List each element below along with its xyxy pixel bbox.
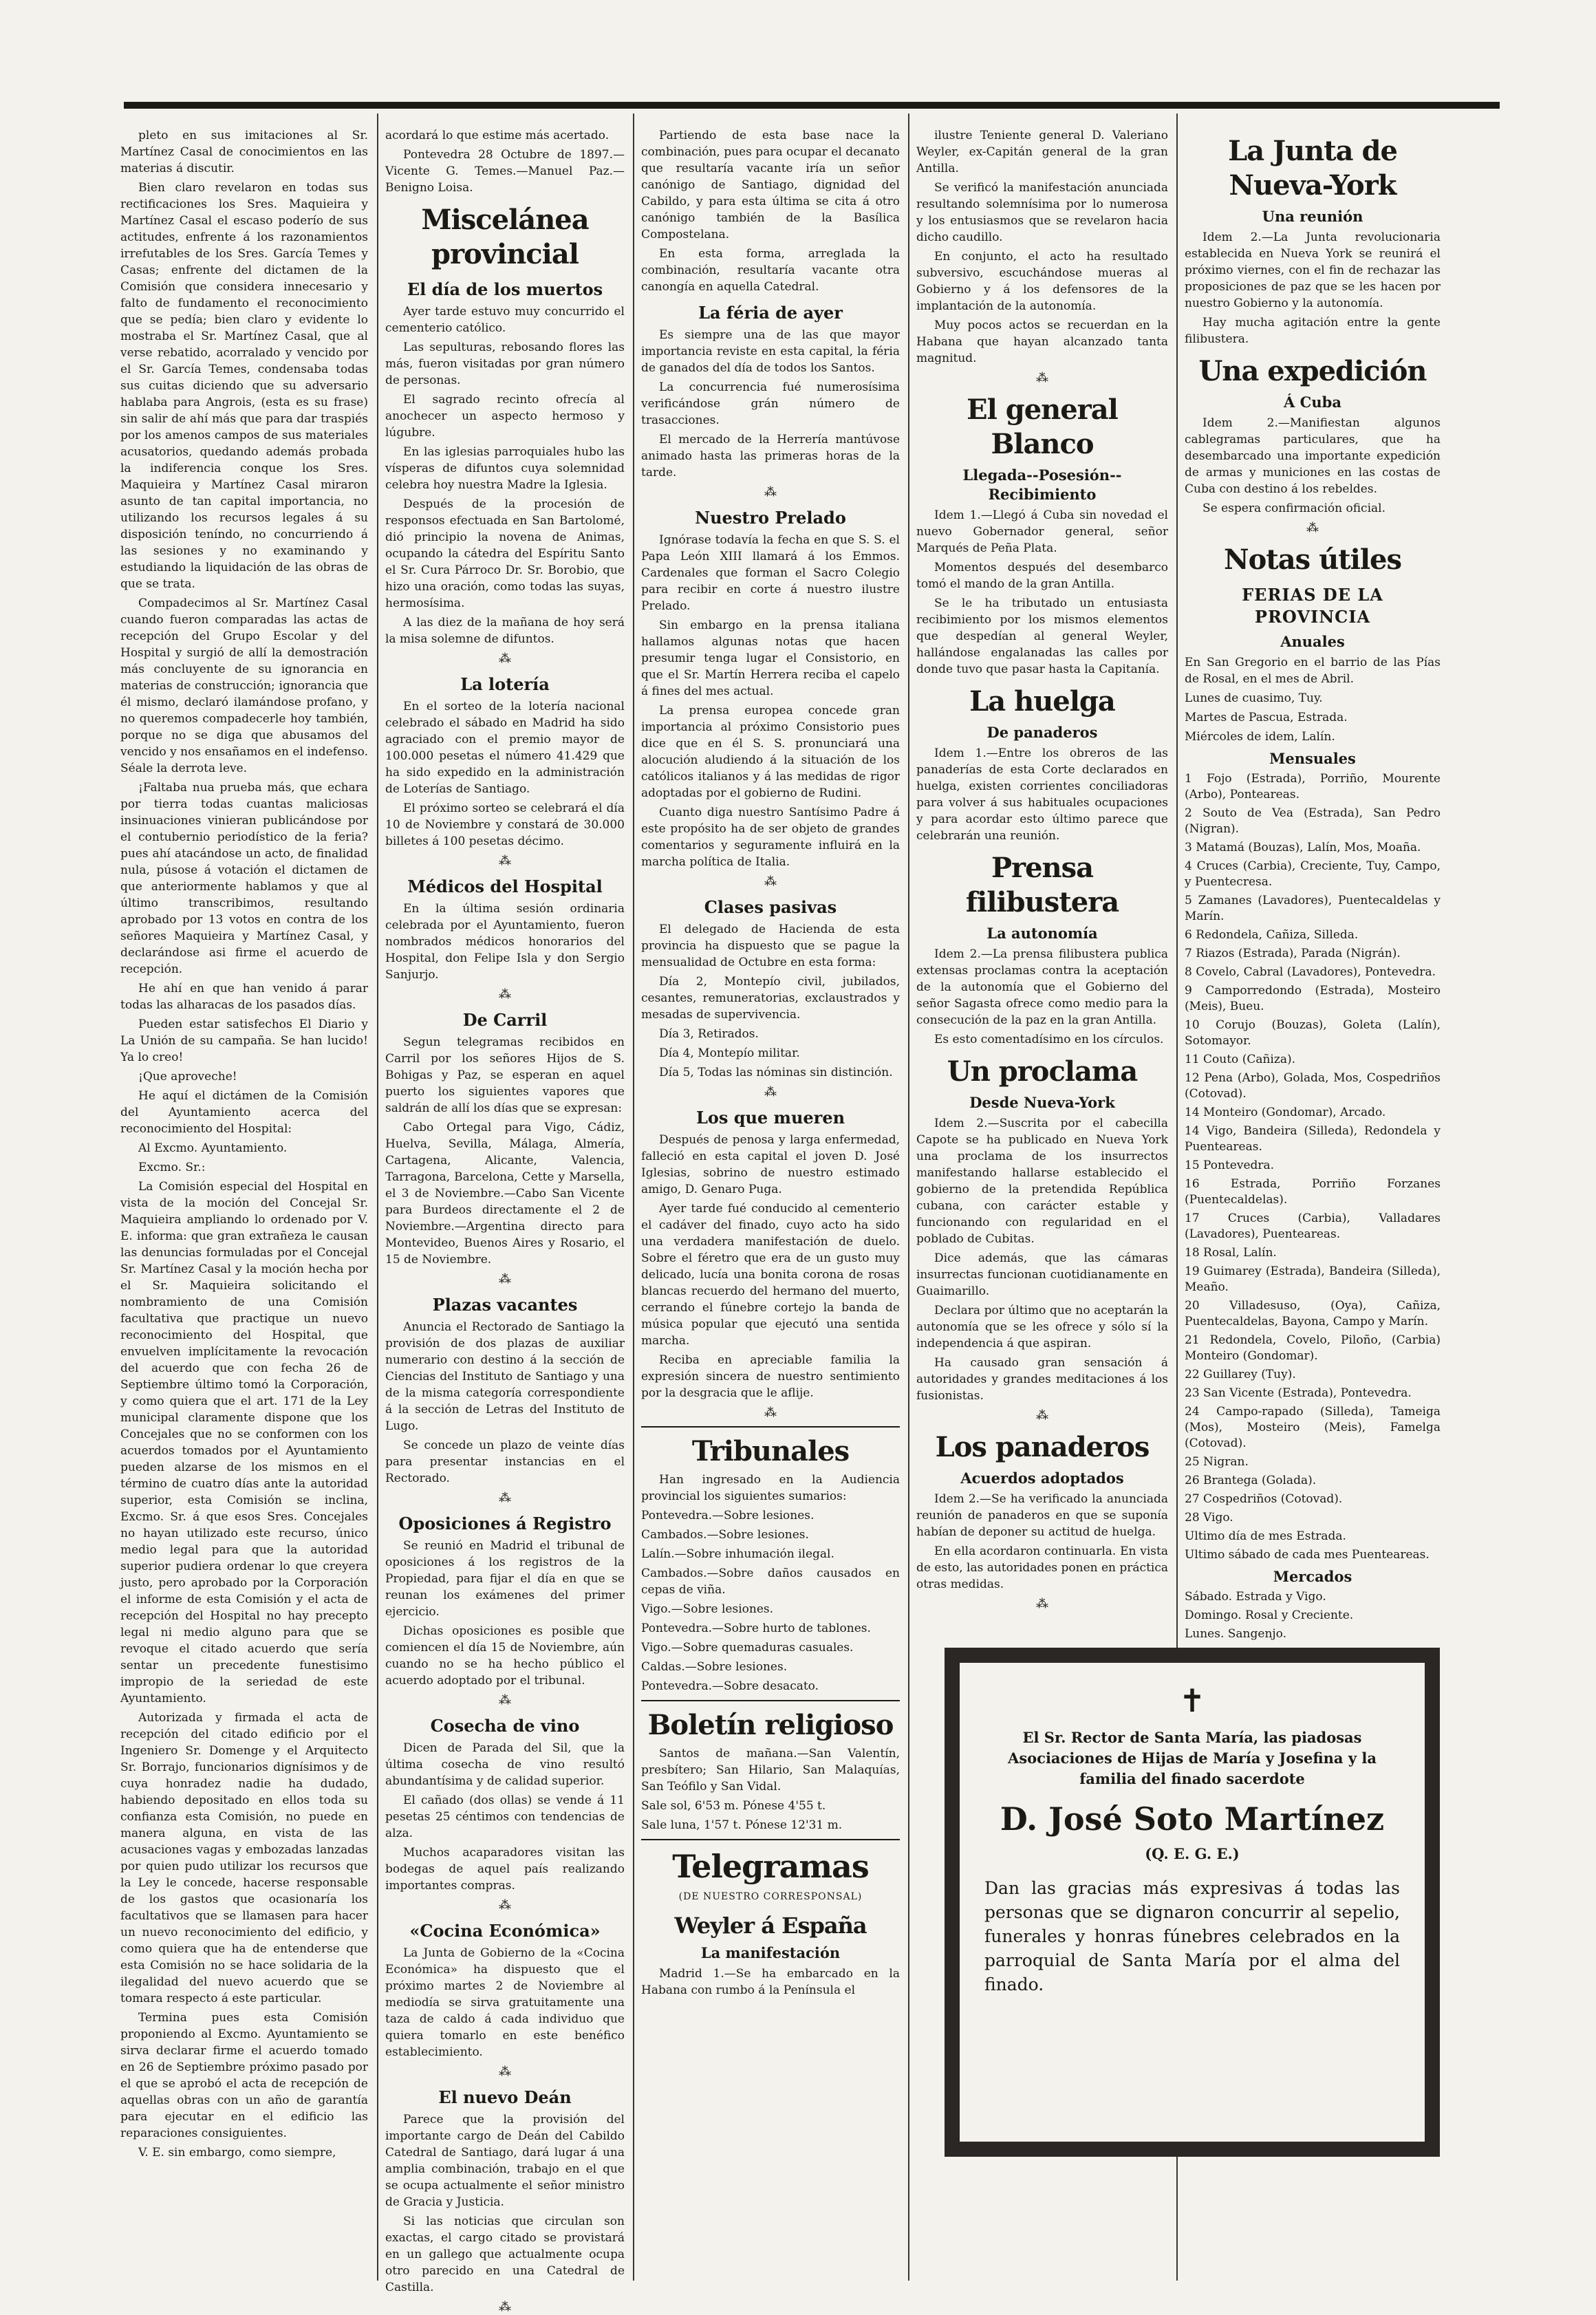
paragraph: 16 Estrada, Porriño Forzanes (Puentecaldelas). — [1185, 1177, 1441, 1207]
paragraph: Idem 2.—Suscrita por el cabecilla Capote se ha publicado en Nueva York una proclama de los insurrectos manifestando hallarse establecido el gobierno de la pretendida República cubana, con carácter estable y funcionando con regularidad en el poblado de Cubitas. — [916, 1117, 1168, 1246]
paragraph: ¡Faltaba nua prueba más, que echara por tierra todas cuantas maliciosas insinuaciones vinieran publicándose por el contubernio periodístico de la feria? pues ahí atacándose un acto, de finalidad nula, púsose á votación el dictamen de que anteriormente hablamos y que al último transcribimos, resultando aprobado por 13 votos en contra de los señores Maquieira y Martínez Casal, y declarándose asi firme el acuerdo de recepción. — [120, 781, 368, 976]
obituary-body: Dan las gracias más expresivas á todas las personas que se dignaron concurrir al sepelio, funerales y honras fúnebres celebrados en la parroquial de Santa María por el alma del finado. — [984, 1878, 1400, 1994]
paragraph: A las diez de la mañana de hoy será la misa solemne de difuntos. — [385, 616, 625, 646]
paragraph: Bien claro revelaron en todas sus rectificaciones los Sres. Maquieira y Martínez Casal el escaso poderío de sus actitudes, enfrente á los razonamientos irrefutables de los Sres. García Temes y Casas; enfrente del dictamen de la Comisión que considera innecesario y falto de fundamento el reconocimiento que se pedía; bien claro y evidente lo mostraba el Sr. Martínez Casal, que al verse rebatido, acorralado y vencido por el Sr. García Temes, condensaba todas sus cuitas diciendo que su adversario hablaba para Angrois, (esta es su frase) sin salir de ahí más que para dar traspiés por los amenos campos de sus materiales acusatorios, quedando además probada la indiferencia conque los Sres. Maquieira y Martínez Casal miraron asunto de tan capital importancia, no utilizando los recursos legales á su disposición teníndo, no concurriendo á las sesiones y no examinando y estudiando la liquidación de las obras de que se trata. — [120, 181, 368, 591]
expedicion-heading: Una expedición — [1198, 355, 1427, 387]
stars-ornament: ⁂ — [499, 2300, 511, 2314]
paragraph: 8 Covelo, Cabral (Lavadores), Pontevedra. — [1185, 965, 1436, 979]
paragraph: Idem 2.—La Junta revolucionaria establecida en Nueva York se reunirá el próximo viernes, con el fin de rechazar las proposiciones de paz que se les hacen por nuestro Gobierno y la autonomía. — [1185, 230, 1441, 310]
paragraph: pleto en sus imitaciones al Sr. Martínez Casal de conocimientos en las materias á discutir. — [120, 129, 368, 175]
blanco-subheading: Llegada--Posesión--Recibimiento — [962, 466, 1122, 503]
boletin-text: Santos de mañana.—San Valentín, presbítero; San Hilario, San Malaquías, San Teófilo y San Vidal. — [641, 1747, 900, 1794]
paragraph: 23 San Vicente (Estrada), Pontevedra. — [1185, 1386, 1412, 1400]
paragraph: En la última sesión ordinaria celebrada por el Ayuntamiento, fueron nombrados médicos honorarios del Hospital, don Felipe Isla y don Sergio Sanjurjo. — [385, 902, 625, 982]
stars-ornament: ⁂ — [764, 1085, 777, 1099]
mensuales-heading: Mensuales — [1269, 750, 1356, 767]
miscellany-sections — [385, 279, 625, 2315]
mensuales-list — [1185, 771, 1441, 1563]
obituary-name: D. José Soto Martínez — [1000, 1800, 1385, 1838]
stars-ornament: ⁂ — [764, 485, 777, 499]
stars-ornament: ⁂ — [499, 987, 511, 1002]
paragraph: Martes de Pascua, Estrada. — [1185, 711, 1348, 724]
paragraph: Sábado. Estrada y Vigo. — [1185, 1590, 1326, 1604]
news-heading: Los que mueren — [695, 1108, 845, 1128]
column-divider — [377, 114, 378, 2281]
news-heading: La lotería — [460, 674, 550, 694]
stars-ornament: ⁂ — [1036, 1597, 1048, 1611]
news-heading: Cosecha de vino — [430, 1716, 580, 1736]
stars-ornament: ⁂ — [1036, 371, 1048, 385]
paragraph: 6 Redondela, Cañiza, Silleda. — [1185, 928, 1359, 942]
prensa-text — [916, 946, 1168, 1048]
paragraph: Anuncia el Rectorado de Santiago la provisión de dos plazas de auxiliar numerario con destino á la sección de Ciencias del Instituto de Santiago y una de la misma categoría correspondiente á la sección de Letras del Instituto de Lugo. — [385, 1320, 625, 1433]
paragraph: Ayer tarde fué conducido al cementerio el cadáver del finado, cuyo acto ha sido una verdadera manifestación de duelo. Sobre el féretro que era de un gusto muy delicado, lucía una bonita corona de rosas blancas recuerdo del hermano del muerto, cerrando el fúnebre cortejo la banda de música popular que ejecutó una sentida marcha. — [641, 1202, 900, 1348]
paragraph: 2 Souto de Vea (Estrada), San Pedro (Nigran). — [1185, 806, 1441, 836]
proclama-heading: Un proclama — [947, 1055, 1138, 1088]
paragraph: La prensa europea concede gran importancia al próximo Consistorio pues dice que en él S. S. pronunciará una alocución aludiendo á la situación de los católicos italianos y á las medidas de rigor adoptadas por el gobierno de Rudini. — [641, 704, 900, 800]
stars-ornament: ⁂ — [499, 1491, 511, 1505]
news-heading: Clases pasivas — [704, 897, 837, 917]
anuales-text — [1185, 654, 1441, 745]
paragraph: ¡Que aproveche! — [138, 1070, 237, 1084]
paragraph: Segun telegramas recibidos en Carril por los señores Hijos de S. Bohigas y Paz, se esperan en aquel puerto los siguientes vapores que saldrán de allí los días que se expresan: — [385, 1035, 625, 1115]
moon-line: Sale luna, 1'57 t. Pónese 12'31 m. — [641, 1818, 843, 1832]
panaderos-text — [916, 1491, 1168, 1593]
column-5 — [1185, 127, 1441, 1641]
paragraph: 12 Pena (Arbo), Golada, Mos, Cospedriños (Cotovad). — [1185, 1071, 1441, 1101]
paragraph: Ayer tarde estuvo muy concurrido el cementerio católico. — [385, 305, 625, 335]
intro-line: acordará lo que estime más acertado. — [385, 129, 610, 142]
paragraph: Autorizada y firmada el acta de recepción del citado edificio por el Ingeniero Sr. Domenge y el Arquitecto Sr. Borrajo, funcionarios dignísimos y de cuya honradez nadie ha dudado, habiendo depositado en ellos toda su confianza esta Comisión, no puede en manera alguna, en vista de las acusaciones vagas y embozadas lanzadas por quien pudo utilizar los recursos que la Ley le concede, hacerse responsable de los gastos que ocasionaría los facultativos que se llamasen para hacer un nuevo reconocimiento del edificio, y como quiera que ha de entenderse que esta Comisión no se hace solidaria de la ilegalidad del nuevo acuerdo que se tomara respecto á este particular. — [120, 1711, 368, 2005]
blanco-text — [916, 507, 1168, 678]
intro-block — [916, 127, 1168, 367]
paragraph: Reciba en apreciable familia la expresión sincera de nuestro sentimiento por la desgracia que le aflije. — [641, 1353, 900, 1400]
paragraph: Es esto comentadísimo en los círculos. — [934, 1033, 1164, 1046]
paragraph: 25 Nigran. — [1185, 1455, 1249, 1469]
paragraph: Idem 2.—Se ha verificado la anunciada reunión de panaderos en que se suponía habían de deponer su actitud de huelga. — [916, 1492, 1168, 1539]
news-heading: De Carril — [462, 1010, 548, 1030]
paragraph: La Junta de Gobierno de la «Cocina Económica» ha dispuesto que el próximo martes 2 de Noviembre al mediodía se sirva gratuitamente una taza de caldo á cada individuo que quiera tomarlo en este benéfico establecimiento. — [385, 1946, 625, 2059]
separator — [641, 1700, 900, 1701]
paragraph: Cambados.—Sobre daños causados en cepas de viña. — [641, 1566, 900, 1597]
paragraph: Idem 1.—Llegó á Cuba sin novedad el nuevo Gobernador general, señor Marqués de Peña Plata. — [916, 508, 1168, 555]
stars-ornament: ⁂ — [499, 2065, 511, 2079]
stars-ornament: ⁂ — [764, 874, 777, 889]
paragraph: Hay mucha agitación entre la gente filibustera. — [1185, 316, 1441, 346]
paragraph: 4 Cruces (Carbia), Creciente, Tuy, Campo, y Puentecresa. — [1185, 859, 1441, 889]
paragraph: Pontevedra.—Sobre lesiones. — [641, 1509, 815, 1522]
paragraph: 24 Campo-rapado (Silleda), Tameiga (Mos), Mosteiro (Meis), Famelga (Cotovad). — [1185, 1405, 1441, 1450]
column-divider — [633, 114, 634, 2281]
weyler-text: Madrid 1.—Se ha embarcado en la Habana con rumbo á la Península el — [641, 1967, 900, 1997]
paragraph: Vigo.—Sobre lesiones. — [641, 1602, 774, 1616]
paragraph: 21 Redondela, Covelo, Piloño, (Carbia) Monteiro (Gondomar). — [1185, 1333, 1441, 1363]
obituary-notice — [945, 1648, 1440, 2157]
mercados-list — [1185, 1589, 1441, 1642]
section-heading: Miscelánea provincial — [421, 204, 589, 270]
paragraph: Después de la procesión de responsos efectuada en San Bartolomé, dió principio la novena de Animas, ocupando la cátedra del Espíritu Santo el Sr. Cura Párroco Dr. Sr. Borobio, que hizo una oración, como todas las suyas, hermosísima. — [385, 497, 625, 610]
paragraph: 17 Cruces (Carbia), Valladares (Lavadores), Puenteareas. — [1185, 1212, 1441, 1241]
paragraph: 15 Pontevedra. — [1185, 1159, 1275, 1172]
paragraph: Ultimo día de mes Estrada. — [1185, 1529, 1346, 1543]
huelga-subheading: De panaderos — [986, 724, 1098, 741]
blanco-heading: El general Blanco — [967, 394, 1118, 460]
sun-line: Sale sol, 6'53 m. Pónese 4'55 t. — [641, 1799, 826, 1813]
paragraph: Pueden estar satisfechos El Diario y La Unión de su campaña. Se han lucido! Ya lo creo! — [120, 1017, 368, 1064]
paragraph: Lunes de cuasimo, Tuy. — [1185, 691, 1323, 705]
paragraph: Miércoles de idem, Lalín. — [1185, 730, 1335, 744]
paragraph: Muy pocos actos se recuerdan en la Habana que hayan alcanzado tanta magnitud. — [916, 319, 1168, 365]
telegramas-subheading: (DE NUESTRO CORRESPONSAL) — [678, 1891, 863, 1902]
paragraph: Se verificó la manifestación anunciada resultando solemnísima por lo numerosa y los entusiasmos que se revelaron hacia dicho caudillo. — [916, 181, 1168, 244]
paragraph: ilustre Teniente general D. Valeriano Weyler, ex-Capitán general de la gran Antilla. — [916, 129, 1168, 175]
paragraph: El cañado (dos ollas) se vende á 11 pesetas 25 céntimos con tendencias de alza. — [385, 1794, 625, 1840]
obituary-intro: El Sr. Rector de Santa María, las piadosas Asociaciones de Hijas de María y Josefina y la familia del finado sacerdote — [1008, 1729, 1377, 1787]
paragraph: 7 Riazos (Estrada), Parada (Nigrán). — [1185, 947, 1401, 960]
paragraph: 11 Couto (Cañiza). — [1185, 1053, 1295, 1066]
paragraph: 22 Guillarey (Tuy). — [1185, 1368, 1296, 1381]
expedicion-text — [1185, 415, 1441, 517]
paragraph: Declara por último que no aceptarán la autonomía que se les ofrece y sólo sí la independencia á que aspiran. — [916, 1304, 1168, 1350]
paragraph: Dicen de Parada del Sil, que la última cosecha de vino resultó abundantísima y de calidad superior. — [385, 1741, 625, 1788]
tribunales-heading: Tribunales — [691, 1435, 850, 1467]
stars-ornament: ⁂ — [1036, 1408, 1048, 1423]
paragraph: Ignórase todavía la fecha en que S. S. el Papa León XIII llamará á los Emmos. Cardenales que forman el Sacro Colegio para recibir en corte á nuestro ilustre Prelado. — [641, 533, 900, 613]
paragraph: Compadecimos al Sr. Martínez Casal cuando fueron comparadas las actas de recepción del Grupo Escolar y del Hospital y surgió de allí la demostración más concluyente de su ignorancia en materias de construcción; ignorancia que él mismo, declaró ilamándose profano, y no queremos compadecerle hoy también, porque no se diga que abusamos del vencido y nos ensañamos en el indefenso. Séale la derrota leve. — [120, 596, 368, 775]
paragraph: 19 Guimarey (Estrada), Bandeira (Silleda), Meaño. — [1185, 1264, 1441, 1294]
prensa-heading: Prensa filibustera — [965, 852, 1119, 918]
tribunales-list — [641, 1507, 900, 1694]
weyler-subheading: La manifestación — [700, 1944, 841, 1961]
prensa-subheading: La autonomía — [986, 925, 1098, 942]
paragraph: Cambados.—Sobre lesiones. — [641, 1528, 809, 1542]
paragraph: La concurrencia fué numerosísima verificándose grán número de trasacciones. — [641, 380, 900, 427]
paragraph: Dichas oposiciones es posible que comiencen el día 15 de Noviembre, aún cuando no se ha hecho público el acuerdo adoptado por el tribunal. — [385, 1624, 625, 1688]
paragraph: Al Excmo. Ayuntamiento. — [138, 1141, 288, 1155]
panaderos-heading: Los panaderos — [935, 1431, 1150, 1463]
paragraph: 14 Monteiro (Gondomar), Arcado. — [1185, 1106, 1386, 1119]
column-3 — [641, 127, 900, 2274]
paragraph: El mercado de la Herrería mantúvose animado hasta las primeras horas de la tarde. — [641, 433, 900, 480]
notas-heading: Notas útiles — [1224, 543, 1401, 576]
junta-heading: La Junta de Nueva-York — [1228, 135, 1397, 202]
obituary-qege: (Q. E. G. E.) — [1145, 1845, 1240, 1862]
column-4 — [916, 127, 1168, 1634]
paragraph: He aquí el dictámen de la Comisión del Ayuntamiento acerca del reconocimiento del Hospital: — [120, 1089, 368, 1136]
telegramas-heading: Telegramas — [672, 1848, 869, 1885]
paragraph: 18 Rosal, Lalín. — [1185, 1246, 1277, 1260]
column-divider — [908, 114, 909, 2281]
intro-block — [641, 127, 900, 295]
weyler-heading: Weyler á España — [674, 1913, 867, 1939]
huelga-text — [916, 745, 1168, 844]
paragraph: Se espera confirmación oficial. — [1203, 502, 1385, 515]
paragraph: En conjunto, el acto ha resultado subversivo, escuchándose mueras al Gobierno y á los defensores de la implantación de la autonomía. — [916, 250, 1168, 313]
paragraph: 26 Brantega (Golada). — [1185, 1474, 1317, 1487]
news-sections — [641, 302, 900, 1421]
paragraph: La Comisión especial del Hospital en vista de la moción del Concejal Sr. Maquieira ampliando lo ordenado por V. E. informa: que gran extrañeza le causan las denuncias formuladas por el Concejal Sr. Martínez Casal y la moción hecha por el Sr. Maquieira solicitando el nombramiento de una Comisión facultativa que practique un nuevo reconocimiento del Hospital, que envuelven implícitamente la revocación del acuerdo que con fecha 26 de Septiembre último tomó la Corporación, y como quiera que el art. 171 de la Ley municipal claramente dispone que los Concejales que no se conformen con los acuerdos tomados por el Ayuntamiento pueden alzarse de los mismos en el término de cuatro días ante la autoridad superior, esta Comisión se inclina, Excmo. Sr. á que esos Sres. Concejales no hayan utilizado este recurso, único medio legal para que la autoridad superior pudiera ordenar lo que creyera justo, pero aprobado por la Corporación el informe de esta Comisión y el acta de recepción del Hospital no hay precepto legal ni medio alguno para que se revoque el citado acuerdo que sería sentar un precedente funestisimo impropio de la seriedad de este Ayuntamiento. — [120, 1180, 368, 1705]
paragraph: Domingo. Rosal y Creciente. — [1185, 1608, 1354, 1622]
tribunales-intro: Han ingresado en la Audiencia provincial los siguientes sumarios: — [641, 1473, 900, 1503]
news-heading: Nuestro Prelado — [695, 508, 846, 528]
stars-ornament: ⁂ — [499, 854, 511, 868]
news-heading: Médicos del Hospital — [407, 876, 603, 896]
paragraph: 27 Cospedriños (Cotovad). — [1185, 1492, 1343, 1506]
news-heading: Oposiciones á Registro — [398, 1514, 612, 1533]
paragraph: Si las noticias que circulan son exactas, el cargo citado se provistará en un gallego que actualmente ocupa otro parecido en una Catedral de Castilla. — [385, 2215, 625, 2294]
stars-ornament: ⁂ — [764, 1406, 777, 1420]
paragraph: El delegado de Hacienda de esta provincia ha dispuesto que se pague la mensualidad de Octubre en esta forma: — [641, 923, 900, 969]
stars-ornament: ⁂ — [499, 1898, 511, 1913]
paragraph: Sin embargo en la prensa italiana hallamos algunas notas que hacen presumir tenga lugar el Consistorio, en que el Sr. Martín Herrera reciba el capelo á fines del mes actual. — [641, 618, 900, 698]
paragraph: Vigo.—Sobre quemaduras casuales. — [641, 1641, 854, 1655]
paragraph: 10 Corujo (Bouzas), Goleta (Lalín), Sotomayor. — [1185, 1018, 1441, 1048]
separator — [641, 1839, 900, 1840]
paragraph: Muchos acaparadores visitan las bodegas de aquel país realizando importantes compras. — [385, 1846, 625, 1893]
paragraph: 9 Camporredondo (Estrada), Mosteiro (Meis), Bueu. — [1185, 984, 1441, 1013]
paragraph: Parece que la provisión del importante cargo de Deán del Cabildo Catedral de Santiago, dará lugar á una amplia combinación, trabajo en el que se ocupa actualmente el señor ministro de Gracia y Justicia. — [385, 2113, 625, 2209]
paragraph: Cabo Ortegal para Vigo, Cádiz, Huelva, Sevilla, Málaga, Almería, Cartagena, Alicante, Valencia, Tarragona, Barcelona, Cette y Marsella, el 3 de Noviembre.—Cabo San Vicente para Burdeos directamente el 2 de Noviembre.—Argentina directo para Montevideo, Buenos Aires y Rosario, el 15 de Noviembre. — [385, 1121, 625, 1267]
paragraph: En las iglesias parroquiales hubo las vísperas de difuntos cuya solemnidad celebra hoy nuestra Madre la Iglesia. — [385, 445, 625, 492]
paragraph: El próximo sorteo se celebrará el día 10 de Noviembre y constará de 30.000 billetes á 100 pesetas décimo. — [385, 801, 625, 848]
paragraph: Es siempre una de las que mayor importancia reviste en esta capital, la féria de ganados del día de todos los Santos. — [641, 328, 900, 375]
paragraph: 14 Vigo, Bandeira (Silleda), Redondela y Puenteareas. — [1185, 1124, 1441, 1154]
paragraph: Día 4, Montepío militar. — [659, 1046, 800, 1060]
paragraph: Idem 1.—Entre los obreros de las panaderías de esta Corte declarados en huelga, existen corrientes conciliadoras para volver á sus habituales ocupaciones y para acordar esto último parece que celebrarán una reunión. — [916, 746, 1168, 843]
paragraph: Ultimo sábado de cada mes Puenteareas. — [1185, 1548, 1430, 1562]
paragraph: Caldas.—Sobre lesiones. — [641, 1660, 788, 1674]
paragraph: Ha causado gran sensación á autoridades y grandes meditaciones á los fusionistas. — [916, 1356, 1168, 1403]
news-heading: «Cocina Económica» — [409, 1921, 601, 1941]
junta-subheading: Una reunión — [1262, 208, 1363, 225]
news-heading: El día de los muertos — [407, 279, 603, 299]
cross-icon: ✝ — [1178, 1682, 1206, 1719]
news-heading: La féria de ayer — [698, 303, 843, 323]
stars-ornament: ⁂ — [499, 1693, 511, 1708]
paragraph: Partiendo de esta base nace la combinación, pues para ocupar el decanato que resultaría vacante iría un señor canónigo de Santiago, dignidad del Cabildo, y para esta última se cita á otro canónigo también de la Basílica Compostelana. — [641, 129, 900, 241]
paragraph: Idem 2.—Manifiestan algunos cablegramas particulares, que ha desembarcado una importante expedición de armas y municiones en las costas de Cuba con destino á los rebeldes. — [1185, 416, 1441, 496]
anuales-heading: Anuales — [1280, 633, 1345, 650]
paragraph: 20 Villadesuso, (Oya), Cañiza, Puentecaldelas, Bayona, Campo y Marín. — [1185, 1299, 1441, 1328]
news-heading: El nuevo Deán — [438, 2087, 572, 2107]
stars-ornament: ⁂ — [499, 1272, 511, 1286]
paragraph: Idem 2.—La prensa filibustera publica extensas proclamas contra la aceptación de la autonomía que el Gobierno del señor Sagasta ofrece como medio para la consecución de la paz en la gran Antilla. — [916, 947, 1168, 1027]
stars-ornament: ⁂ — [499, 652, 511, 666]
paragraph: Lunes. Sangenjo. — [1185, 1627, 1287, 1641]
paragraph: Día 3, Retirados. — [659, 1027, 759, 1041]
separator — [641, 1426, 900, 1428]
paragraph: En San Gregorio en el barrio de las Pías de Rosal, en el mes de Abril. — [1185, 656, 1441, 686]
paragraph: He ahí en que han venido á parar todas las alharacas de los pasados días. — [120, 982, 368, 1012]
proclama-subheading: Desde Nueva-York — [969, 1094, 1115, 1111]
paragraph: Excmo. Sr.: — [138, 1161, 206, 1174]
paragraph: Se reunió en Madrid el tribunal de oposiciones á los registros de la Propiedad, para fijar el día en que se reunan los exámenes del primer ejercicio. — [385, 1539, 625, 1619]
paragraph: En esta forma, arreglada la combinación, resultaría vacante otra canongía en aquella Catedral. — [641, 247, 900, 294]
stars-ornament: ⁂ — [1306, 521, 1319, 535]
mercados-heading: Mercados — [1273, 1568, 1352, 1585]
paragraph: Dice además, que las cámaras insurrectas funcionan cuotidianamente en Guaimarillo. — [916, 1251, 1168, 1298]
paragraph: Después de penosa y larga enfermedad, falleció en esta capital el joven D. José Iglesias, sobrino de nuestro estimado amigo, D. Genaro Puga. — [641, 1133, 900, 1196]
paragraph: 3 Matamá (Bouzas), Lalín, Mos, Moaña. — [1185, 841, 1421, 854]
paragraph: Momentos después del desembarco tomó el mando de la gran Antilla. — [916, 561, 1168, 591]
expedicion-subheading: Á Cuba — [1284, 394, 1341, 411]
proclama-text — [916, 1115, 1168, 1404]
paragraph: Pontevedra.—Sobre hurto de tablones. — [641, 1622, 871, 1635]
boletin-heading: Boletín religioso — [647, 1709, 894, 1741]
paragraph: 1 Fojo (Estrada), Porriño, Mourente (Arbo), Ponteareas. — [1185, 772, 1441, 801]
signature-line: Pontevedra 28 Octubre de 1897.—Vicente G. Temes.—Manuel Paz.—Benigno Loisa. — [385, 148, 625, 195]
paragraph: Día 5, Todas las nóminas sin distinción. — [659, 1066, 893, 1079]
paragraph: Lalín.—Sobre inhumación ilegal. — [641, 1547, 834, 1561]
paragraph: Cuanto diga nuestro Santísimo Padre á este propósito ha de ser objeto de grandes comentarios y seguramente influirá en la marcha política de Italia. — [641, 806, 900, 869]
paragraph: En el sorteo de la lotería nacional celebrado el sábado en Madrid ha sido agraciado con el premio mayor de 100.000 pesetas el número 41.429 que ha sido expedido en la administración de Loterías de Santiago. — [385, 700, 625, 796]
huelga-heading: La huelga — [969, 685, 1115, 718]
paragraph: Pontevedra.—Sobre desacato. — [641, 1679, 819, 1693]
paragraph: 5 Zamanes (Lavadores), Puentecaldelas y Marín. — [1185, 894, 1441, 923]
paragraph: En ella acordaron continuarla. En vista de esto, las autoridades ponen en práctica otras medidas. — [916, 1544, 1168, 1591]
top-rule — [124, 102, 1500, 109]
paragraph: Termina pues esta Comisión proponiendo al Excmo. Ayuntamiento se sirva declarar firme el acuerdo tomado en 26 de Septiembre próximo pasado por el que se aprobó el acta de recepción de aquellas obras con un año de garantía para ejecutar en el edificio las reparaciones consiguientes. — [120, 2011, 368, 2140]
paragraph: Día 2, Montepío civil, jubilados, cesantes, remuneratorias, exclaustrados y mesadas de supervivencia. — [641, 975, 900, 1022]
junta-text — [1185, 229, 1441, 347]
paragraph: Se le ha tributado un entusiasta recibimiento por los mismos elementos que despedían al general Weyler, hallándose engalanadas las calles por donde tuvo que pasar hasta la Capitanía. — [916, 596, 1168, 676]
panaderos-subheading: Acuerdos adoptados — [960, 1469, 1124, 1487]
paragraph: 28 Vigo. — [1185, 1511, 1233, 1525]
news-heading: Plazas vacantes — [432, 1295, 578, 1315]
paragraph: Se concede un plazo de veinte días para presentar instancias en el Rectorado. — [385, 1439, 625, 1485]
ferias-heading: FERIAS DE LA PROVINCIA — [1242, 585, 1383, 627]
paragraph: Las sepulturas, rebosando flores las más, fueron visitadas por gran número de personas. — [385, 341, 625, 387]
column-1 — [120, 127, 368, 2274]
column-2 — [385, 127, 625, 2314]
paragraph: El sagrado recinto ofrecía al anochecer un aspecto hermoso y lúgubre. — [385, 393, 625, 440]
paragraph: V. E. sin embargo, como siempre, — [138, 2146, 336, 2160]
